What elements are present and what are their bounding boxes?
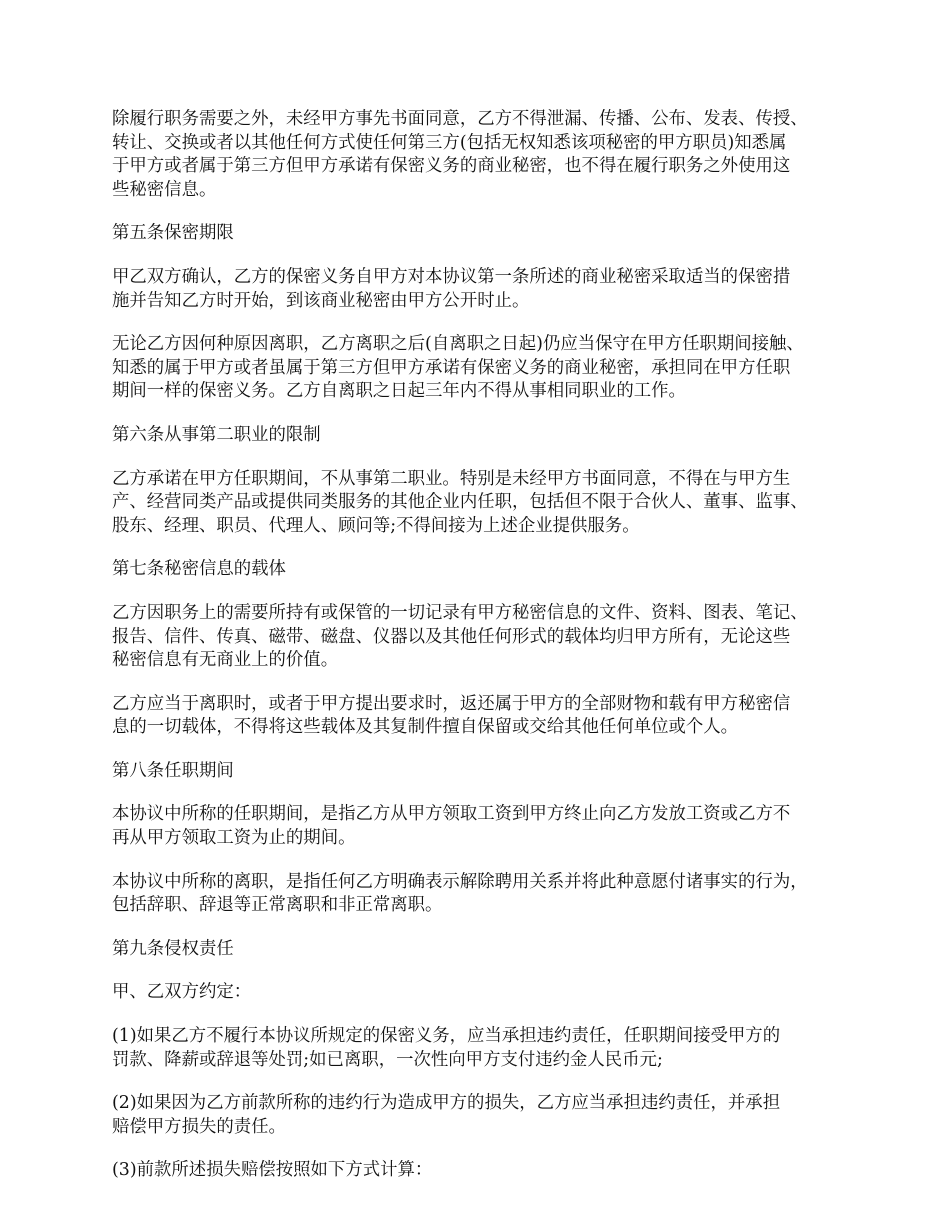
text-line: 包括辞职、辞退等正常离职和非正常离职。 <box>112 895 443 916</box>
text-line: (3)前款所述损失赔偿按照如下方式计算： <box>112 1160 433 1181</box>
text-line: 期间一样的保密义务。乙方自离职之日起三年内不得从事相同职业的工作。 <box>112 381 686 402</box>
paragraph-second-job <box>112 468 857 539</box>
text-line: 罚款、降薪或辞退等处罚;如已离职，一次性向甲方支付违约金人民币元; <box>112 1049 663 1070</box>
paragraph-carriers-ownership <box>112 602 857 673</box>
paragraph-parties-agree <box>112 981 857 1005</box>
text-line: 再从甲方领取工资为止的期间。 <box>112 828 356 849</box>
text-line: 息的一切载体，不得将这些载体及其复制件擅自保留或交给其他任何单位或个人。 <box>112 717 739 738</box>
heading-text: 第六条从事第二职业的限制 <box>112 424 321 445</box>
text-line: 转让、交换或者以其他任何方式使任何第三方(包括无权知悉该项秘密的甲方职员)知悉属 <box>112 132 787 153</box>
paragraph-obligation-start <box>112 266 857 313</box>
heading-text: 第八条任职期间 <box>112 760 234 781</box>
paragraph-confidentiality-clause <box>112 108 857 202</box>
text-line: (1)如果乙方不履行本协议所规定的保密义务，应当承担违约责任，任职期间接受甲方的 <box>112 1026 781 1047</box>
text-line: 产、经营同类产品或提供同类服务的其他企业内任职，包括但不限于合伙人、董事、监事、 <box>112 492 808 513</box>
paragraph-employment-period <box>112 803 857 850</box>
heading-text: 第七条秘密信息的载体 <box>112 559 286 580</box>
text-line: 乙方因职务上的需要所持有或保管的一切记录有甲方秘密信息的文件、资料、图表、笔记、 <box>112 602 808 623</box>
text-line: 知悉的属于甲方或者虽属于第三方但甲方承诺有保密义务的商业秘密，承担同在甲方任职 <box>112 357 791 378</box>
text-line: 报告、信件、传真、磁带、磁盘、仪器以及其他任何形式的载体均归甲方所有，无论这些 <box>112 626 791 647</box>
text-line: 施并告知乙方时开始，到该商业秘密由甲方公开时止。 <box>112 290 530 311</box>
text-line: 本协议中所称的任职期间，是指乙方从甲方领取工资到甲方终止向乙方发放工资或乙方不 <box>112 804 791 825</box>
text-line: 乙方应当于离职时，或者于甲方提出要求时，返还属于甲方的全部财物和载有甲方秘密信 <box>112 693 791 714</box>
section-heading-article-5 <box>112 222 857 246</box>
text-line: 无论乙方因何种原因离职，乙方离职之后(自离职之日起)仍应当保守在甲方任职期间接触、 <box>112 334 804 355</box>
text-line: 些秘密信息。 <box>112 179 217 200</box>
text-line: (2)如果因为乙方前款所称的违约行为造成甲方的损失，乙方应当承担违约责任，并承担 <box>112 1093 781 1114</box>
text-line: 于甲方或者属于第三方但甲方承诺有保密义务的商业秘密，也不得在履行职务之外使用这 <box>112 156 791 177</box>
text-line: 除履行职务需要之外，未经甲方事先书面同意，乙方不得泄漏、传播、公布、发表、传授、 <box>112 109 808 129</box>
text-line: 乙方承诺在甲方任职期间，不从事第二职业。特别是未经甲方书面同意，不得在与甲方生 <box>112 468 791 489</box>
list-item-2 <box>112 1092 857 1139</box>
paragraph-return-carriers <box>112 693 857 740</box>
section-heading-article-6 <box>112 424 857 448</box>
list-item-3 <box>112 1159 857 1183</box>
text-line: 甲乙双方确认，乙方的保密义务自甲方对本协议第一条所述的商业秘密采取适当的保密措 <box>112 266 791 287</box>
document-body <box>112 108 857 1203</box>
heading-text: 第九条侵权责任 <box>112 938 234 959</box>
heading-text: 第五条保密期限 <box>112 223 234 244</box>
section-heading-article-7 <box>112 558 857 582</box>
paragraph-post-departure <box>112 333 857 404</box>
text-line: 赔偿甲方损失的责任。 <box>112 1116 286 1137</box>
section-heading-article-9 <box>112 938 857 962</box>
text-line: 股东、经理、职员、代理人、顾问等;不得间接为上述企业提供服务。 <box>112 515 640 536</box>
paragraph-departure-definition <box>112 871 857 918</box>
section-heading-article-8 <box>112 760 857 784</box>
text-line: 秘密信息有无商业上的价值。 <box>112 650 339 671</box>
text-line: 甲、乙双方约定： <box>112 982 252 1003</box>
text-line: 本协议中所称的离职，是指任何乙方明确表示解除聘用关系并将此种意愿付诸事实的行为， <box>112 871 808 892</box>
list-item-1 <box>112 1025 857 1072</box>
